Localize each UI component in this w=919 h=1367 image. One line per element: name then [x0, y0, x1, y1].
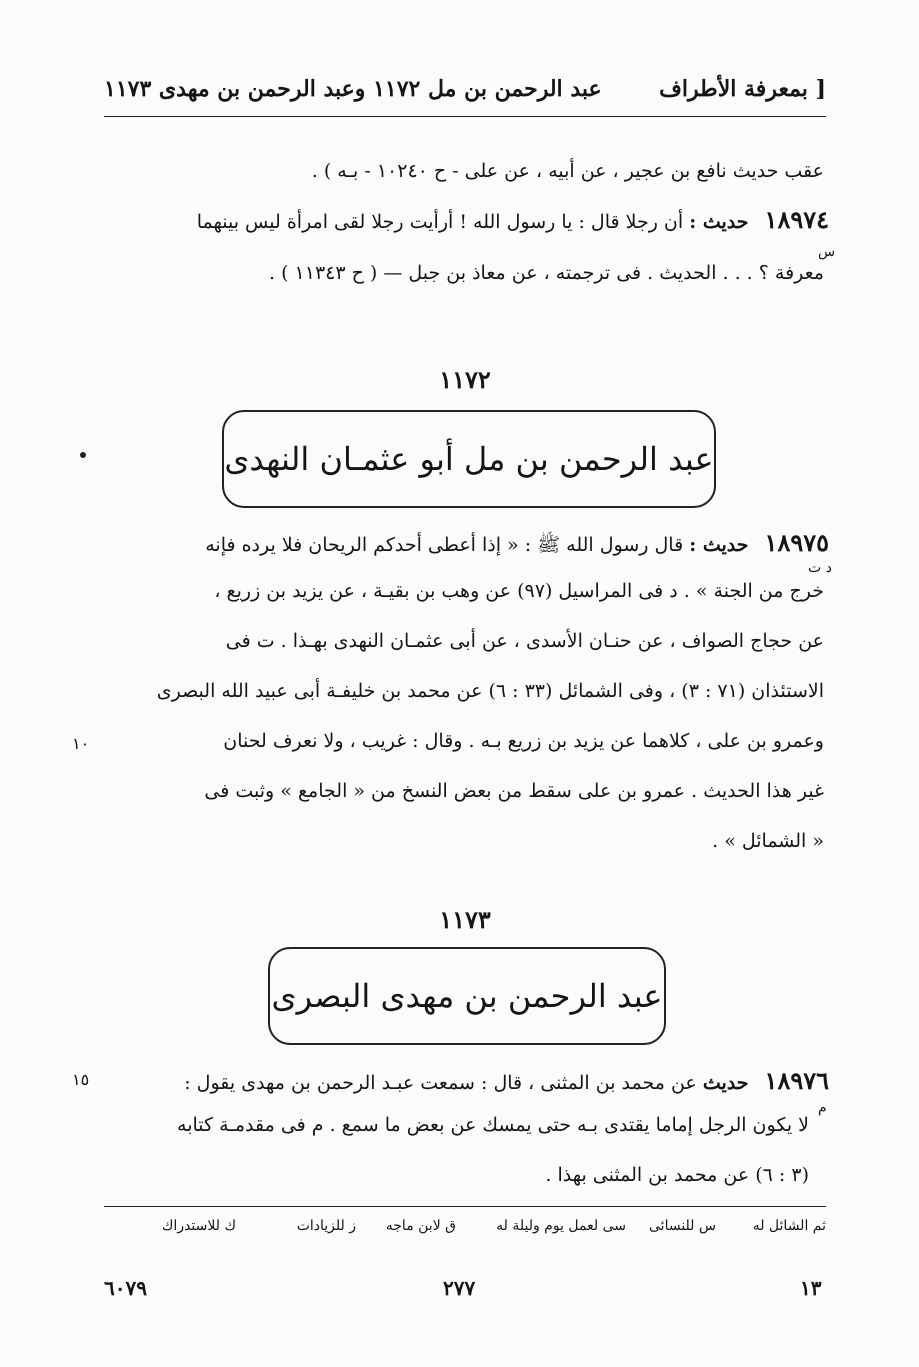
section-title-box [222, 410, 716, 508]
footnote-rule [104, 1206, 826, 1207]
abbreviation-item: ثم الشائل له [752, 1218, 826, 1234]
abbreviation-item: ك للاستدراك [161, 1218, 236, 1234]
entry-18974-line2: معرفة ؟ . . . الحديث . فى ترجمته ، عن معاذ بن جبل — ( ح ١١٣٤٣ ) . [269, 262, 824, 284]
entry-number: ١٨٩٧٦ [764, 1066, 829, 1095]
entry-keyword: حديث : [689, 211, 749, 233]
entry-line: غير هذا الحديث . عمرو بن على سقط من بعض النسخ من « الجامع » وثبت فى [204, 780, 824, 802]
section-title-box [268, 947, 666, 1045]
entry-line: (٣ : ٦) عن محمد بن المثنى بهذا . [545, 1164, 809, 1186]
margin-siglum: م [818, 1100, 827, 1116]
running-header [104, 74, 826, 117]
margin-siglum: س [818, 244, 836, 260]
page-number-right: ١٣ [800, 1276, 822, 1300]
abbreviation-item: سى لعمل يوم وليلة له [496, 1218, 626, 1234]
header-right: بمعرفة الأطراف ] [659, 76, 826, 102]
entry-keyword: حديث : [689, 534, 749, 556]
entry-text: أن رجلا قال : يا رسول الله ! أرأيت رجلا لقى امرأة ليس بينهما [196, 211, 684, 233]
abbreviation-key [104, 1218, 826, 1248]
margin-siglum: د ت [808, 560, 832, 576]
margin-dot [80, 452, 86, 458]
entry-18974-line1 [99, 205, 829, 234]
section-title: عبد الرحمن بن مل أبو عثمـان النهدى [224, 440, 714, 478]
section-title: عبد الرحمن بن مهدى البصرى [271, 977, 663, 1015]
entry-line: وعمرو بن على ، كلاهما عن يزيد بن زريع بـه . وقال : غريب ، ولا نعرف لحنان [223, 730, 824, 752]
entry-line: خرج من الجنة » . د فى المراسيل (٩٧) عن وهب بن بقيـة ، عن يزيد بن زريع ، [214, 580, 824, 602]
entry-line: لا يكون الرجل إماما يقتدى بـه حتى يمسك عن بعض ما سمع . م فى مقدمـة كتابه [177, 1114, 809, 1136]
entry-text: عن محمد بن المثنى ، قال : سمعت عبـد الرحمن بن مهدى يقول : [184, 1072, 697, 1094]
page-number-center: ٢٧٧ [443, 1276, 476, 1300]
entry-keyword: حديث [702, 1072, 749, 1094]
entry-line: « الشمائل » . [712, 830, 824, 852]
entry-line: عن حجاج الصواف ، عن حنـان الأسدى ، عن أبى عثمـان النهدى بهـذا . ت فى [225, 630, 824, 652]
continuation-line: عقب حديث نافع بن عجير ، عن أبيه ، عن على - ح ١٠٢٤٠ - بـه ) . [311, 160, 824, 182]
entry-line: الاستئذان (٧١ : ٣) ، وفى الشمائل (٣٣ : ٦) عن محمد بن خليفـة أبى عبيد الله البصرى [156, 680, 824, 702]
entry-18975-line1 [89, 528, 829, 561]
line-marker: ١٠ [72, 734, 90, 753]
abbreviation-item: ز للزيادات [296, 1218, 356, 1234]
section-number: ١١٧٣ [439, 905, 491, 934]
line-marker: ١٥ [72, 1070, 90, 1089]
entry-number: ١٨٩٧٥ [764, 528, 829, 557]
entry-number: ١٨٩٧٤ [764, 205, 829, 234]
entry-18976-line1 [109, 1066, 829, 1095]
section-number: ١١٧٢ [439, 365, 491, 394]
header-left: عبد الرحمن بن مل ١١٧٢ وعبد الرحمن بن مهدى ١١٧٣ [104, 76, 602, 102]
page-number-left: ٦٠٧٩ [104, 1276, 147, 1300]
abbreviation-item: ق لابن ماجه [385, 1218, 456, 1234]
entry-text: قال رسول الله ﷺ : « إذا أعطى أحدكم الريحان فلا يرده فإنه [205, 534, 684, 556]
abbreviation-item: س للنسائى [649, 1218, 716, 1234]
